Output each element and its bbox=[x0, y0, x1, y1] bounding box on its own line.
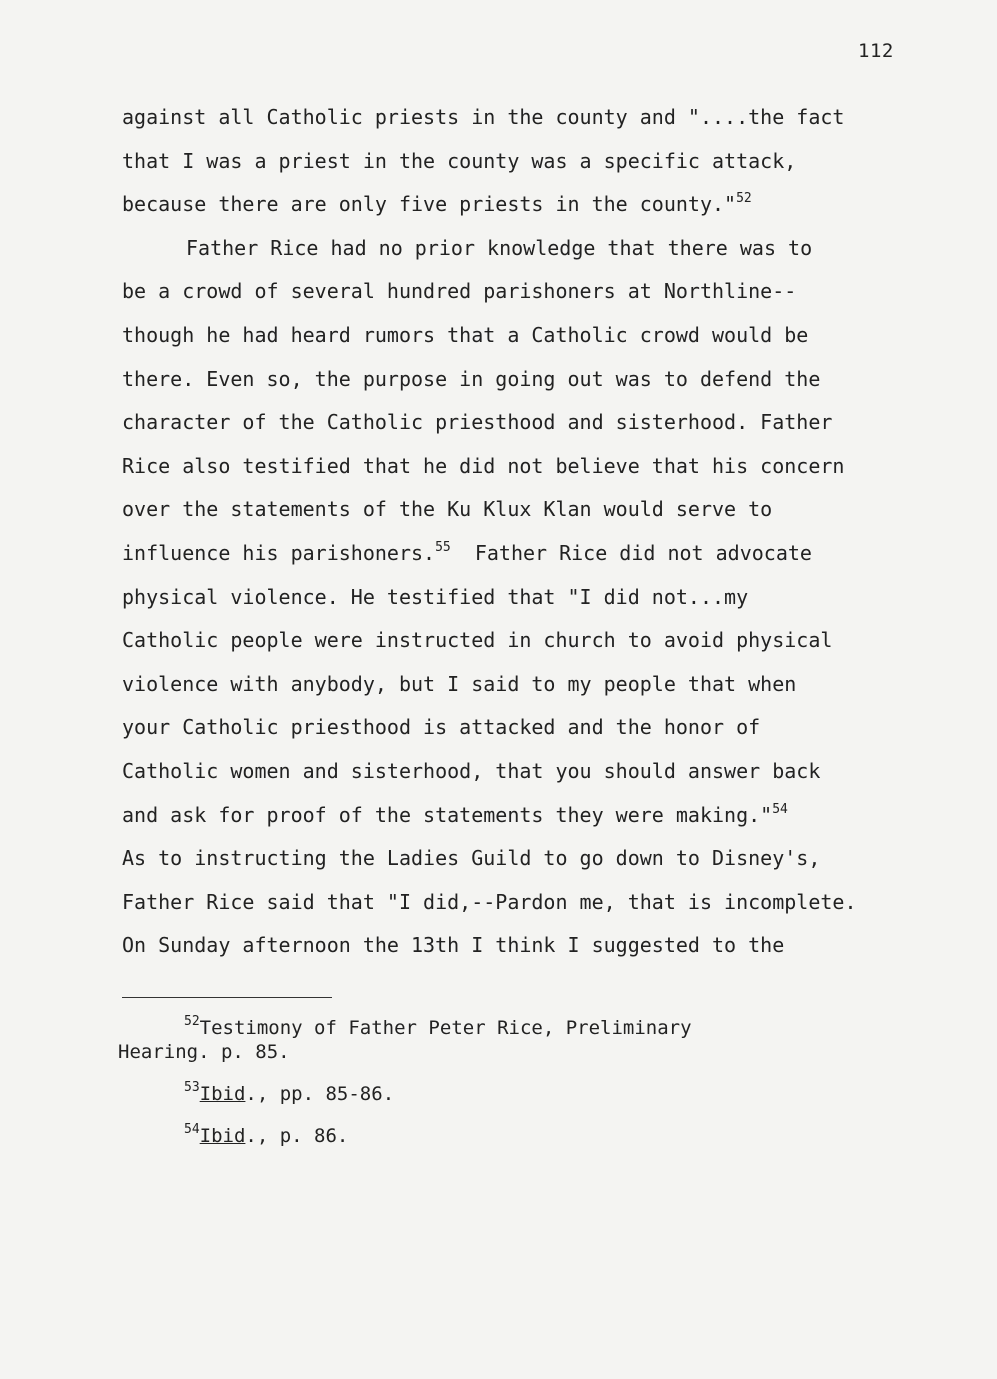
text-line bbox=[122, 232, 942, 276]
footnote-reference: 54 bbox=[772, 801, 788, 817]
footnote-54 bbox=[118, 1124, 938, 1148]
line-text: Father Rice said that "I did,--Pardon me, that is incomplete. bbox=[122, 889, 857, 914]
line-text: against all Catholic priests in the county and "....the fact bbox=[122, 105, 845, 129]
footnotes bbox=[118, 1016, 938, 1166]
footnote-ibid: Ibid bbox=[199, 1083, 246, 1105]
line-text: over the statements of the Ku Klux Klan would serve to bbox=[122, 497, 773, 522]
text-line bbox=[122, 581, 942, 625]
text-line bbox=[122, 668, 942, 712]
footnote-text: ., pp. 85-86. bbox=[245, 1083, 395, 1105]
text-line bbox=[122, 450, 942, 494]
footnote-text: Testimony of Father Peter Rice, Preliminary bbox=[199, 1017, 692, 1039]
line-text: physical violence. He testified that "I did not...my bbox=[122, 584, 749, 609]
line-text: Rice also testified that he did not believe that his concern bbox=[122, 453, 845, 478]
line-text: Catholic people were instructed in church to avoid physical bbox=[122, 628, 833, 653]
line-text: because there are only five priests in the county." bbox=[122, 192, 737, 217]
footnote-52 bbox=[118, 1016, 938, 1040]
text-line bbox=[122, 624, 942, 668]
text-line bbox=[122, 493, 942, 537]
text-line bbox=[122, 145, 942, 189]
line-text: that I was a priest in the county was a specific attack, bbox=[122, 148, 797, 173]
text-line bbox=[122, 537, 942, 581]
footnote-number: 54 bbox=[184, 1122, 200, 1137]
text-line bbox=[122, 319, 942, 363]
footnote-divider bbox=[122, 997, 332, 998]
text-line bbox=[122, 755, 942, 799]
line-text: there. Even so, the purpose in going out was to defend the bbox=[122, 366, 821, 391]
footnote-reference: 55 bbox=[435, 539, 451, 555]
line-text: and ask for proof of the statements they were making." bbox=[122, 802, 773, 827]
text-line bbox=[122, 711, 942, 755]
footnote-53 bbox=[118, 1082, 938, 1106]
line-text: your Catholic priesthood is attacked and the honor of bbox=[122, 715, 761, 740]
page-number: 112 bbox=[858, 40, 894, 62]
footnote-number: 52 bbox=[184, 1014, 200, 1029]
footnote-ibid: Ibid bbox=[199, 1125, 246, 1147]
line-text: be a crowd of several hundred parishoners at Northline-- bbox=[122, 279, 797, 304]
line-text-after: Father Rice did not advocate bbox=[450, 540, 812, 565]
line-text: On Sunday afternoon the 13th I think I suggested to the bbox=[122, 933, 785, 958]
text-line bbox=[122, 886, 942, 930]
line-text: though he had heard rumors that a Catholic crowd would be bbox=[122, 322, 809, 347]
footnote-52-continuation: Hearing. p. 85. bbox=[118, 1041, 290, 1063]
text-line bbox=[122, 842, 942, 886]
line-text: As to instructing the Ladies Guild to go down to Disney's, bbox=[122, 846, 821, 871]
text-line bbox=[122, 929, 942, 973]
text-line bbox=[122, 275, 942, 319]
line-text: Catholic women and sisterhood, that you should answer back bbox=[122, 758, 821, 783]
line-text: influence his parishoners. bbox=[122, 540, 436, 565]
footnote-reference: 52 bbox=[736, 191, 752, 207]
text-line bbox=[122, 101, 942, 145]
line-text: character of the Catholic priesthood and sisterhood. Father bbox=[122, 410, 833, 435]
footnote-text: ., p. 86. bbox=[245, 1125, 349, 1147]
footnote-number: 53 bbox=[184, 1080, 200, 1095]
text-line bbox=[122, 363, 942, 407]
text-line bbox=[122, 188, 942, 232]
body-text bbox=[122, 101, 942, 973]
line-text: violence with anybody, but I said to my people that when bbox=[122, 671, 797, 696]
text-line bbox=[122, 406, 942, 450]
text-line bbox=[122, 799, 942, 843]
line-text: Father Rice had no prior knowledge that there was to bbox=[186, 235, 813, 260]
